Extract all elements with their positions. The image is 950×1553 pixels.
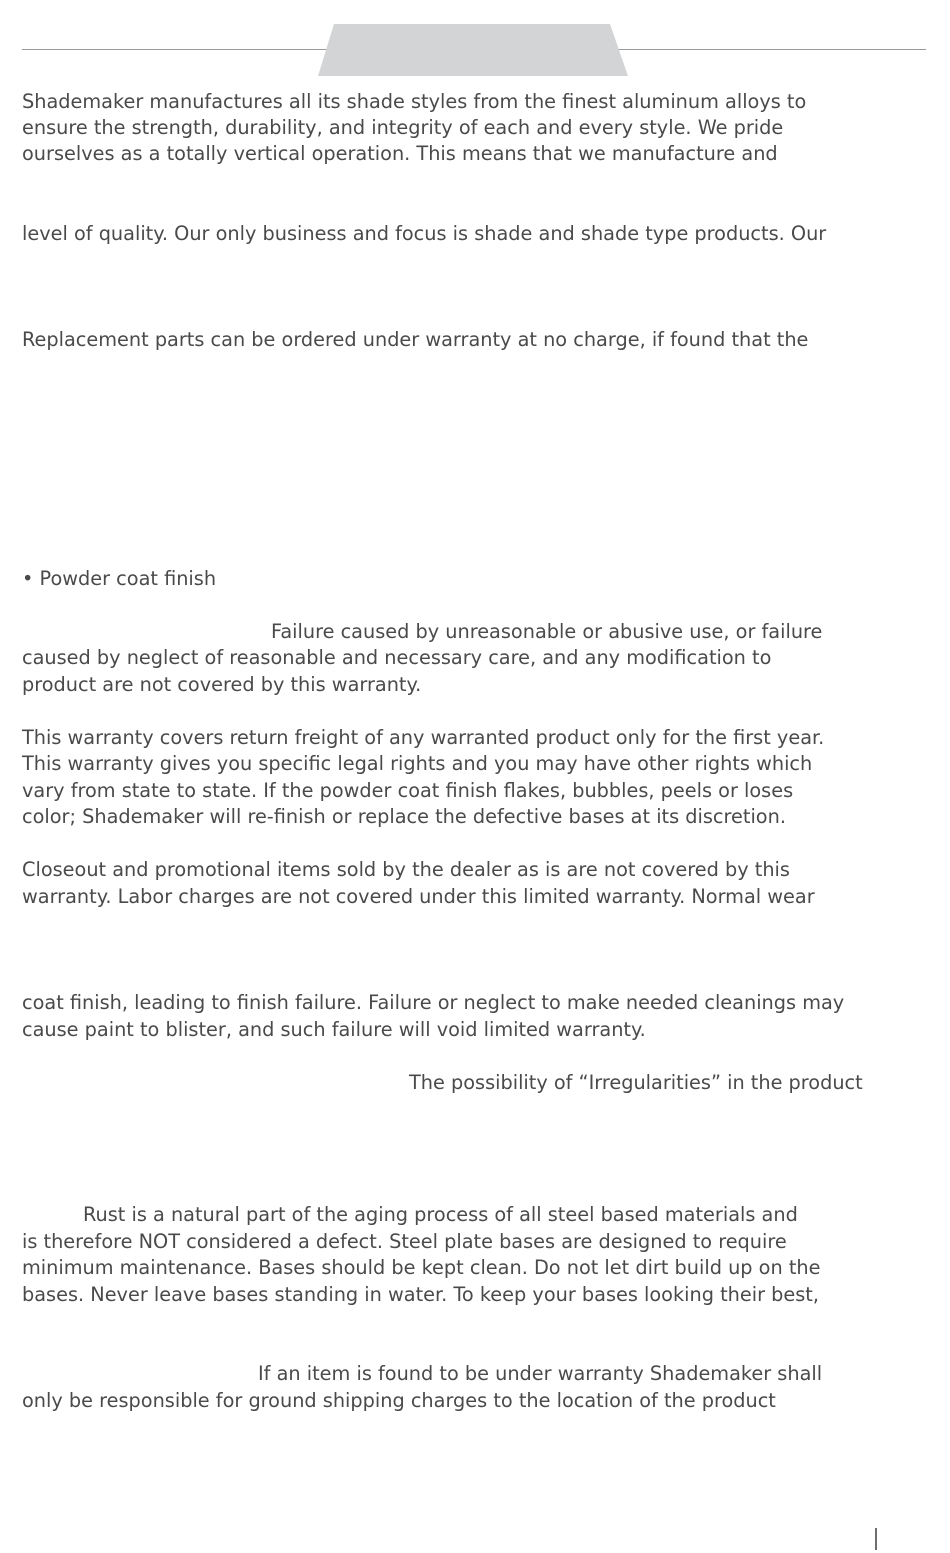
- body-text-line: This warranty covers return freight of any warranted product only for the first year.: [22, 726, 825, 749]
- body-text-line: warranty. Labor charges are not covered under this limited warranty. Normal wear: [22, 885, 815, 908]
- body-text-line: The possibility of “Irregularities” in the product: [409, 1071, 863, 1094]
- body-text-line: Failure caused by unreasonable or abusive use, or failure: [271, 620, 823, 643]
- body-text-line: minimum maintenance. Bases should be kept clean. Do not let dirt build up on the: [22, 1256, 821, 1279]
- header-rule-right: [616, 49, 926, 50]
- body-text-line: Shademaker manufactures all its shade styles from the finest aluminum alloys to: [22, 90, 807, 113]
- body-text-line: Replacement parts can be ordered under warranty at no charge, if found that the: [22, 328, 809, 351]
- body-text-line: color; Shademaker will re-finish or replace the defective bases at its discretion.: [22, 805, 786, 828]
- body-text-line: If an item is found to be under warranty Shademaker shall: [258, 1362, 823, 1385]
- body-text-line: ensure the strength, durability, and integrity of each and every style. We pride: [22, 116, 784, 139]
- page-footer-mark: [875, 1528, 877, 1550]
- body-text-line: is therefore NOT considered a defect. Steel plate bases are designed to require: [22, 1230, 787, 1253]
- body-text-line: bases. Never leave bases standing in water. To keep your bases looking their best,: [22, 1283, 819, 1306]
- body-text-line: only be responsible for ground shipping charges to the location of the product: [22, 1389, 776, 1412]
- header-tab: [318, 24, 628, 76]
- body-text-line: This warranty gives you specific legal rights and you may have other rights which: [22, 752, 813, 775]
- body-text-line: Rust is a natural part of the aging process of all steel based materials and: [83, 1203, 798, 1226]
- body-text-line: coat finish, leading to finish failure. Failure or neglect to make needed cleanings may: [22, 991, 845, 1014]
- body-text-line: Closeout and promotional items sold by the dealer as is are not covered by this: [22, 858, 790, 881]
- body-text-line: product are not covered by this warranty.: [22, 673, 422, 696]
- body-text-line: cause paint to blister, and such failure will void limited warranty.: [22, 1018, 646, 1041]
- bullet-item: • Powder coat finish: [22, 567, 217, 590]
- body-text-line: caused by neglect of reasonable and necessary care, and any modification to: [22, 646, 772, 669]
- header-rule-left: [22, 49, 332, 50]
- body-text-line: ourselves as a totally vertical operation. This means that we manufacture and: [22, 142, 778, 165]
- body-text-line: vary from state to state. If the powder coat finish flakes, bubbles, peels or loses: [22, 779, 794, 802]
- body-text-line: level of quality. Our only business and focus is shade and shade type products. Our: [22, 222, 827, 245]
